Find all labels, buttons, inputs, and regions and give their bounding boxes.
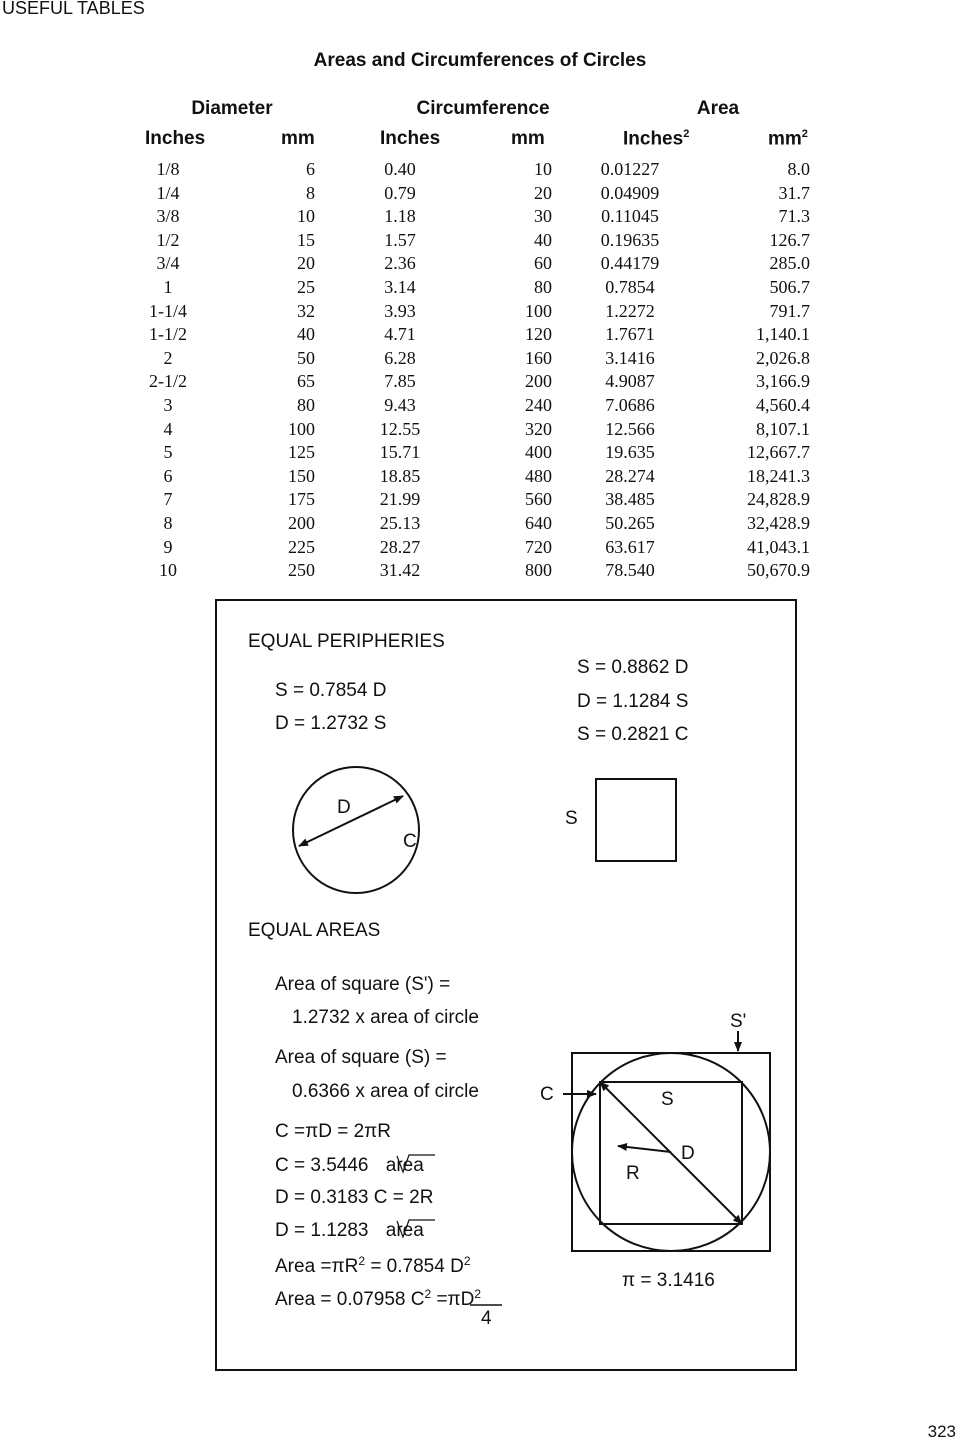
table-cell: 6 xyxy=(306,159,315,179)
table-cell: 8 xyxy=(306,183,315,203)
table-cell: 1.18 xyxy=(384,206,416,226)
table-cell: 560 xyxy=(525,489,552,509)
table-cell: 65 xyxy=(297,371,315,391)
table-cell: 160 xyxy=(525,348,552,368)
periphery-formula: S = 0.7854 D xyxy=(275,680,387,701)
figure-label-d: D xyxy=(681,1143,695,1164)
table-cell: 8,107.1 xyxy=(756,419,810,439)
table-cell: 50,670.9 xyxy=(747,560,810,580)
periphery-formula: D = 1.1284 S xyxy=(577,691,689,712)
subheader-area-inches: Inches$^2$ xyxy=(623,128,690,150)
table-cell: 28.27 xyxy=(379,537,421,557)
table-cell: 4,560.4 xyxy=(756,395,810,415)
table-cell: 18,241.3 xyxy=(747,466,810,486)
area-formula: C = 3.5446 area xyxy=(275,1155,424,1176)
table-cell: 1 xyxy=(163,277,173,297)
table-cell: 19.635 xyxy=(605,442,655,462)
fraction-denominator: 4 xyxy=(481,1308,492,1329)
table-cell: 50 xyxy=(297,348,315,368)
table-cell: 4.9087 xyxy=(605,371,655,391)
table-cell: 0.04909 xyxy=(600,183,660,203)
table-cell: 100 xyxy=(288,419,315,439)
table-cell: 4.71 xyxy=(384,324,416,344)
table-cell: 285.0 xyxy=(769,253,810,273)
page-number: 323 xyxy=(927,1422,956,1441)
table-cell: 40 xyxy=(297,324,315,344)
table-cell: 10 xyxy=(159,560,177,580)
table-cell: 10 xyxy=(297,206,315,226)
table-cell: 0.19635 xyxy=(600,230,660,250)
table-cell: 100 xyxy=(525,301,552,321)
table-cell: 20 xyxy=(534,183,552,203)
table-cell: 8 xyxy=(163,513,173,533)
area-formula: Area = 0.07958 $C^2 =\pi D^2$ xyxy=(275,1287,482,1310)
subheader-diameter-mm: mm xyxy=(281,128,315,149)
table-cell: 6 xyxy=(163,466,173,486)
table-cell: 18.85 xyxy=(379,466,421,486)
table-cell: 1.57 xyxy=(384,230,416,250)
square-label-s: S xyxy=(565,808,578,829)
table-cell: 40 xyxy=(534,230,552,250)
header-diameter: Diameter xyxy=(191,98,273,119)
table-cell: 3.93 xyxy=(384,301,416,321)
table-cell: 126.7 xyxy=(769,230,810,250)
table-cell: 30 xyxy=(534,206,552,226)
table-cell: 640 xyxy=(525,513,552,533)
table-cell: 5 xyxy=(163,442,173,462)
table-cell: 0.7854 xyxy=(605,277,655,297)
header-area: Area xyxy=(696,98,740,119)
table-cell: 71.3 xyxy=(778,206,810,226)
radius-arrow xyxy=(618,1146,671,1152)
subheader-diameter-inches: Inches xyxy=(145,128,206,149)
table-cell: 24,828.9 xyxy=(747,489,810,509)
figure-label-c: C xyxy=(540,1084,554,1105)
circle-label-d: D xyxy=(337,797,351,818)
periphery-formula: D = 1.2732 S xyxy=(275,713,387,734)
table-cell: 63.617 xyxy=(605,537,655,557)
table-cell: 9.43 xyxy=(384,395,416,415)
table-cell: 10 xyxy=(534,159,552,179)
table-cell: 32 xyxy=(297,301,315,321)
table-cell: 25 xyxy=(297,277,315,297)
area-formula: 0.6366 x area of circle xyxy=(292,1081,479,1102)
periphery-square xyxy=(596,779,676,861)
table-cell: 125 xyxy=(288,442,315,462)
table-cell: 1.2272 xyxy=(605,301,655,321)
table-cell: 8.0 xyxy=(787,159,810,179)
table-cell: 1-1/4 xyxy=(149,301,187,321)
table-cell: 2 xyxy=(163,348,173,368)
table-cell: 150 xyxy=(288,466,315,486)
table-cell: 1.7671 xyxy=(605,324,655,344)
periphery-circle xyxy=(293,767,419,893)
table-cell: 3/8 xyxy=(156,206,180,226)
table-cell: 480 xyxy=(525,466,552,486)
table-cell: 3,166.9 xyxy=(756,371,810,391)
periphery-formula: S = 0.8862 D xyxy=(577,657,689,678)
table-cell: 3/4 xyxy=(156,253,180,273)
area-formula: D = 0.3183 C = 2R xyxy=(275,1187,434,1208)
table-cell: 7.0686 xyxy=(605,395,655,415)
circle-label-c: C xyxy=(403,831,417,852)
table-cell: 3.14 xyxy=(384,277,416,297)
table-cell: 80 xyxy=(534,277,552,297)
area-formula: Area of square (S) = xyxy=(275,1047,447,1068)
table-cell: 320 xyxy=(525,419,552,439)
table-cell: 15 xyxy=(297,230,315,250)
table-cell: 0.40 xyxy=(384,159,416,179)
subheader-circumference-mm: mm xyxy=(511,128,545,149)
table-cell: 25.13 xyxy=(379,513,421,533)
table-cell: 20 xyxy=(297,253,315,273)
running-head: USEFUL TABLES xyxy=(2,0,145,18)
table-cell: 0.11045 xyxy=(601,206,659,226)
table-cell: 225 xyxy=(288,537,315,557)
figure-label-s-prime: S' xyxy=(730,1011,747,1032)
table-cell: 38.485 xyxy=(605,489,655,509)
figure-label-s: S xyxy=(661,1089,674,1110)
table-cell: 400 xyxy=(525,442,552,462)
subheader-circumference-inches: Inches xyxy=(380,128,441,149)
table-cell: 78.540 xyxy=(605,560,655,580)
table-cell: 800 xyxy=(525,560,552,580)
table-cell: 31.7 xyxy=(778,183,810,203)
area-formula: 1.2732 x area of circle xyxy=(292,1007,479,1028)
table-cell: 60 xyxy=(534,253,552,273)
table-cell: 41,043.1 xyxy=(747,537,810,557)
table-cell: 9 xyxy=(163,537,173,557)
table-cell: 200 xyxy=(288,513,315,533)
table-cell: 1/4 xyxy=(156,183,180,203)
table-cell: 0.44179 xyxy=(600,253,660,273)
table-cell: 2-1/2 xyxy=(149,371,187,391)
area-formula: C =πD = 2πR xyxy=(275,1121,391,1142)
table-cell: 720 xyxy=(525,537,552,557)
periphery-formula: S = 0.2821 C xyxy=(577,724,689,745)
table-cell: 2.36 xyxy=(384,253,416,273)
table-cell: 12.55 xyxy=(379,419,421,439)
area-formula: D = 1.1283 area xyxy=(275,1220,424,1241)
diameter-arrow xyxy=(299,796,403,846)
table-cell: 4 xyxy=(163,419,173,439)
area-formula: Area of square (S') = xyxy=(275,974,451,995)
table-cell: 200 xyxy=(525,371,552,391)
table-cell: 32,428.9 xyxy=(747,513,810,533)
table-cell: 120 xyxy=(525,324,552,344)
table-cell: 50.265 xyxy=(605,513,655,533)
table-cell: 7 xyxy=(163,489,173,509)
table-cell: 175 xyxy=(288,489,315,509)
table-cell: 3.1416 xyxy=(605,348,655,368)
table-cell: 12,667.7 xyxy=(747,442,810,462)
figure-label-r: R xyxy=(626,1163,640,1184)
equal-peripheries-heading: EQUAL PERIPHERIES xyxy=(248,631,445,652)
table-cell: 791.7 xyxy=(769,301,810,321)
table-cell: 31.42 xyxy=(379,560,421,580)
table-cell: 15.71 xyxy=(379,442,421,462)
table-cell: 1/2 xyxy=(156,230,180,250)
table-cell: 506.7 xyxy=(769,277,810,297)
table-cell: 80 xyxy=(297,395,315,415)
table-cell: 28.274 xyxy=(605,466,655,486)
equal-areas-heading: EQUAL AREAS xyxy=(248,920,381,941)
table-cell: 0.01227 xyxy=(600,159,660,179)
subheader-area-mm: $mm^2$ xyxy=(768,128,808,150)
table-cell: 6.28 xyxy=(384,348,416,368)
table-cell: 12.566 xyxy=(605,419,655,439)
table-title: Areas and Circumferences of Circles xyxy=(313,50,647,71)
table-cell: 3 xyxy=(163,395,173,415)
table-cell: 1-1/2 xyxy=(149,324,187,344)
table-cell: 1/8 xyxy=(156,159,180,179)
table-cell: 240 xyxy=(525,395,552,415)
table-cell: 0.79 xyxy=(384,183,416,203)
pi-value: π = 3.1416 xyxy=(622,1270,715,1291)
area-formula: Area $=\pi R^2 = 0.7854$ $D^2$ xyxy=(275,1254,471,1277)
table-cell: 1,140.1 xyxy=(756,324,810,344)
table-cell: 2,026.8 xyxy=(756,348,810,368)
table-cell: 250 xyxy=(288,560,315,580)
table-cell: 21.99 xyxy=(379,489,421,509)
table-cell: 7.85 xyxy=(384,371,416,391)
header-circumference: Circumference xyxy=(416,98,550,119)
